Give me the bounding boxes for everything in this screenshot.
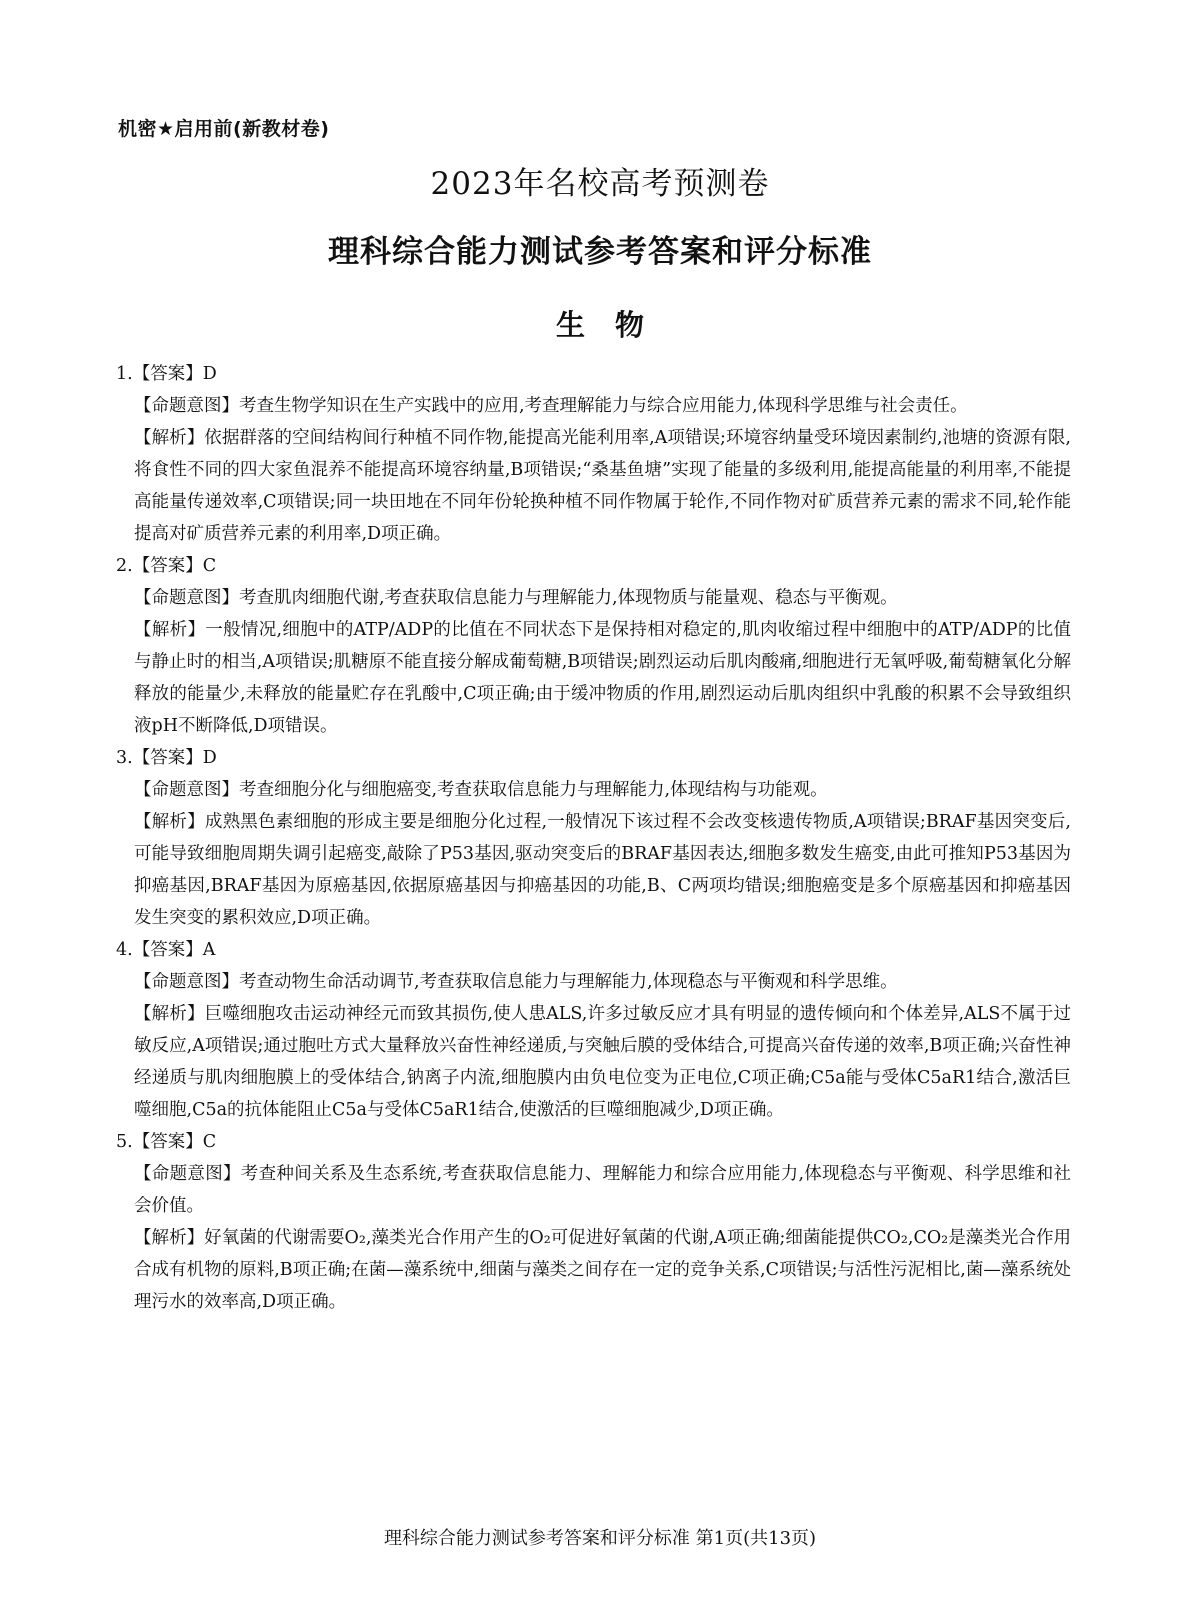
question-intent: 【命题意图】考查种间关系及生态系统,考查获取信息能力、理解能力和综合应用能力,体现稳态与平衡观、科学思维和社会价值。 xyxy=(134,1164,1071,1216)
question-1 xyxy=(116,358,1071,550)
question-intent: 【命题意图】考查动物生命活动调节,考查获取信息能力与理解能力,体现稳态与平衡观和科学思维。 xyxy=(134,972,898,992)
question-answer: 5.【答案】C xyxy=(116,1132,217,1152)
question-analysis: 【解析】一般情况,细胞中的ATP/ADP的比值在不同状态下是保持相对稳定的,肌肉收缩过程中细胞中的ATP/ADP的比值与静止时的相当,A项错误;肌糖原不能直接分解成葡萄糖,B项错误;剧烈运动后肌肉酸痛,细胞进行无氧呼吸,葡萄糖氧化分解释放的能量少,未释放的能量贮存在乳酸中,C项正确;由于缓冲物质的作用,剧烈运动后肌肉组织中乳酸的积累不会导致组织液pH不断降低,D项错误。 xyxy=(134,620,1071,736)
question-analysis: 【解析】依据群落的空间结构间行种植不同作物,能提高光能利用率,A项错误;环境容纳量受环境因素制约,池塘的资源有限,将食性不同的四大家鱼混养不能提高环境容纳量,B项错误;“桑基鱼塘”实现了能量的多级利用,能提高能量的利用率,不能提高能量传递效率,C项错误;同一块田地在不同年份轮换种植不同作物属于轮作,不同作物对矿质营养元素的需求不同,轮作能提高对矿质营养元素的利用率,D项正确。 xyxy=(134,428,1071,544)
question-intent: 【命题意图】考查生物学知识在生产实践中的应用,考查理解能力与综合应用能力,体现科学思维与社会责任。 xyxy=(134,396,968,416)
question-5 xyxy=(116,1126,1071,1318)
question-answer: 1.【答案】D xyxy=(116,364,217,384)
question-intent: 【命题意图】考查细胞分化与细胞癌变,考查获取信息能力与理解能力,体现结构与功能观。 xyxy=(134,780,828,800)
question-answer: 4.【答案】A xyxy=(116,940,216,960)
question-3 xyxy=(116,742,1071,934)
page-footer: 理科综合能力测试参考答案和评分标准 第1页(共13页) xyxy=(383,1528,817,1549)
question-answer: 3.【答案】D xyxy=(116,748,217,768)
exam-title: 2023年名校高考预测卷 xyxy=(430,166,770,202)
confidential-label: 机密★启用前(新教材卷) xyxy=(118,118,330,140)
question-analysis: 【解析】成熟黑色素细胞的形成主要是细胞分化过程,一般情况下该过程不会改变核遗传物质,A项错误;BRAF基因突变后,可能导致细胞周期失调引起癌变,敲除了P53基因,驱动突变后的BRAF基因表达,细胞多数发生癌变,由此可推知P53基因为抑癌基因,BRAF基因为原癌基因,依据原癌基因与抑癌基因的功能,B、C两项均错误;细胞癌变是多个原癌基因和抑癌基因发生突变的累积效应,D项正确。 xyxy=(134,812,1071,928)
question-4 xyxy=(116,934,1071,1126)
answer-list xyxy=(116,358,1071,1318)
question-analysis: 【解析】好氧菌的代谢需要O₂,藻类光合作用产生的O₂可促进好氧菌的代谢,A项正确;细菌能提供CO₂,CO₂是藻类光合作用合成有机物的原料,B项正确;在菌—藻系统中,细菌与藻类之间存在一定的竞争关系,C项错误;与活性污泥相比,菌—藻系统处理污水的效率高,D项正确。 xyxy=(134,1228,1071,1312)
question-2 xyxy=(116,550,1071,742)
subject-heading: 生物 xyxy=(555,308,674,342)
question-intent: 【命题意图】考查肌肉细胞代谢,考查获取信息能力与理解能力,体现物质与能量观、稳态与平衡观。 xyxy=(134,588,898,608)
question-answer: 2.【答案】C xyxy=(116,556,217,576)
question-analysis: 【解析】巨噬细胞攻击运动神经元而致其损伤,使人患ALS,许多过敏反应才具有明显的遗传倾向和个体差异,ALS不属于过敏反应,A项错误;通过胞吐方式大量释放兴奋性神经递质,与突触后膜的受体结合,可提高兴奋传递的效率,B项正确;兴奋性神经递质与肌肉细胞膜上的受体结合,钠离子内流,细胞膜内由负电位变为正电位,C项正确;C5a能与受体C5aR1结合,激活巨噬细胞,C5a的抗体能阻止C5a与受体C5aR1结合,使激活的巨噬细胞减少,D项正确。 xyxy=(134,1004,1071,1120)
document-title: 理科综合能力测试参考答案和评分标准 xyxy=(328,234,872,270)
